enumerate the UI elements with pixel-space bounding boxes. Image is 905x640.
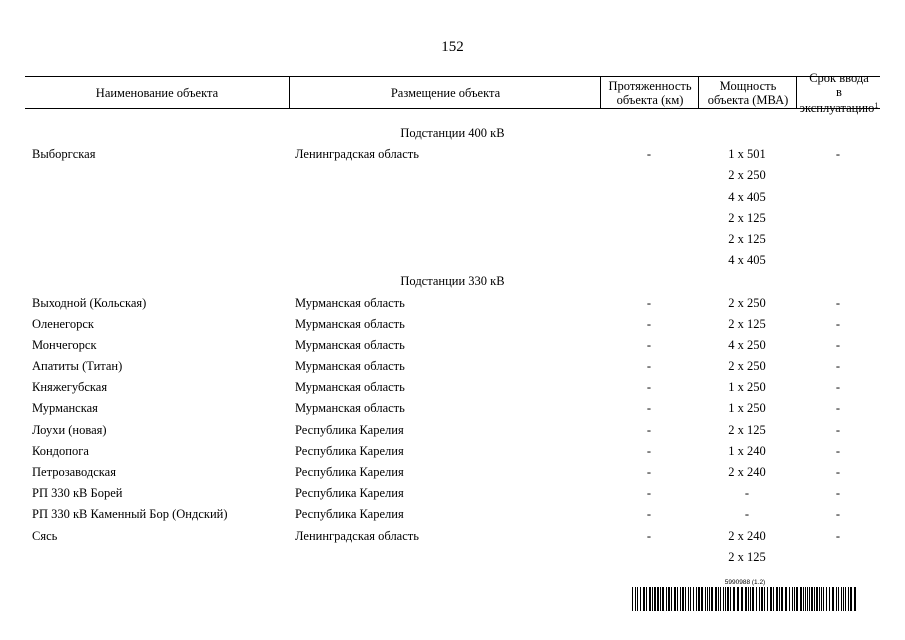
table-row [25,165,880,186]
cell-commissioning-term: - [835,316,841,331]
cell-object-name: Выборгская [32,147,96,162]
cell-object-location: Мурманская область [295,401,405,416]
cell-object-length: - [646,380,652,395]
cell-object-length: - [646,486,652,501]
header-power-line2: объекта (МВА) [707,92,789,107]
cell-commissioning-term: - [835,528,841,543]
header-length-line2: объекта (км) [616,92,684,107]
barcode [632,579,858,613]
header-term-footnote: 1 [874,100,879,110]
table-row [25,356,880,377]
cell-object-location: Республика Карелия [295,443,404,458]
cell-object-power: 2 x 125 [728,549,766,564]
cell-commissioning-term: - [835,337,841,352]
section-title: Подстанции 330 кВ [400,274,505,289]
cell-object-name: Апатиты (Титан) [32,359,123,374]
cell-object-power: 2 x 240 [728,465,766,479]
cell-object-length: - [646,422,652,437]
table-row [25,229,880,250]
cell-object-power: 2 x 125 [728,422,766,437]
cell-object-name: Мурманская [32,401,98,416]
cell-object-power: 1 x 250 [728,401,766,416]
barcode-bars [632,587,858,611]
cell-object-name: РП 330 кВ Каменный Бор (Ондский) [32,507,228,522]
header-object-power [698,77,797,108]
header-object-location [289,77,601,108]
table-row [25,420,880,441]
header-term-line1: Срок ввода [809,70,869,85]
header-object-name-label: Наименование объекта [95,85,219,100]
cell-object-location: Республика Карелия [295,465,404,479]
cell-object-length: - [646,337,652,352]
cell-object-location: Мурманская область [295,316,405,331]
header-object-length [600,77,699,108]
cell-object-length: - [646,147,652,162]
table-row [25,483,880,504]
header-power-line1: Мощность [719,78,777,93]
cell-object-power: 4 x 405 [728,253,766,268]
table-row [25,335,880,356]
cell-object-power: 2 x 250 [728,168,766,183]
cell-commissioning-term: - [835,443,841,458]
cell-object-length: - [646,401,652,416]
section-row [25,271,880,292]
cell-commissioning-term: - [835,507,841,522]
cell-object-power: - [744,507,750,522]
header-length-line1: Протяженность [608,78,692,93]
section-row [25,123,880,144]
header-term-line2: в эксплуатацию [799,84,875,115]
header-object-name [25,77,289,108]
cell-object-length: - [646,316,652,331]
cell-object-length: - [646,295,652,310]
cell-object-power: 2 x 250 [728,359,766,374]
cell-object-location: Республика Карелия [295,507,404,522]
cell-object-name: Лоухи (новая) [32,422,107,437]
cell-commissioning-term: - [835,422,841,437]
cell-object-name: Мончегорск [32,337,97,352]
cell-object-location: Ленинградская область [295,147,419,162]
cell-object-power: 2 x 250 [728,295,766,310]
substations-table [25,70,880,568]
cell-object-location: Мурманская область [295,380,405,395]
cell-object-power: 2 x 125 [728,231,766,246]
table-body [25,123,880,568]
table-header [25,70,880,115]
cell-object-power: 1 x 501 [728,147,766,162]
cell-commissioning-term: - [835,486,841,501]
cell-commissioning-term: - [835,401,841,416]
cell-object-name: Сясь [32,528,58,543]
cell-commissioning-term: - [835,465,841,479]
table-row [25,250,880,271]
cell-object-location: Мурманская область [295,337,405,352]
cell-object-location: Республика Карелия [295,486,404,501]
cell-object-location: Мурманская область [295,295,405,310]
cell-object-length: - [646,507,652,522]
cell-object-length: - [646,443,652,458]
table-row [25,547,880,568]
cell-object-power: 4 x 405 [728,189,766,204]
cell-object-name: РП 330 кВ Борей [32,486,123,501]
table-row [25,293,880,314]
table-row [25,144,880,165]
cell-object-location: Мурманская область [295,359,405,374]
cell-commissioning-term: - [835,147,841,162]
page-number: 152 [441,39,464,55]
cell-commissioning-term: - [835,380,841,395]
cell-object-power: 4 x 250 [728,337,766,352]
cell-object-power: 1 x 250 [728,380,766,395]
cell-object-power: 2 x 125 [728,316,766,331]
header-object-location-label: Размещение объекта [390,85,501,100]
table-row [25,377,880,398]
table-row [25,441,880,462]
cell-object-length: - [646,359,652,374]
cell-object-name: Княжегубская [32,380,108,395]
cell-object-location: Республика Карелия [295,422,404,437]
cell-commissioning-term: - [835,359,841,374]
table-row [25,314,880,335]
table-row [25,526,880,547]
cell-commissioning-term: - [835,295,841,310]
table-row [25,208,880,229]
table-row [25,187,880,208]
cell-object-power: 1 x 240 [728,443,766,458]
barcode-number: 5990988 (1.2) [724,579,766,586]
cell-object-length: - [646,528,652,543]
cell-object-power: 2 x 125 [728,210,766,225]
table-row [25,504,880,525]
header-commissioning-term [796,70,881,115]
cell-object-name: Кондопога [32,443,89,458]
cell-object-name: Петрозаводская [32,465,116,479]
section-title: Подстанции 400 кВ [400,126,505,140]
cell-object-name: Оленегорск [32,316,94,331]
cell-object-name: Выходной (Кольская) [32,295,147,310]
table-row [25,398,880,419]
cell-object-power: - [744,486,750,501]
cell-object-location: Ленинградская область [295,528,419,543]
cell-object-power: 2 x 240 [728,528,766,543]
table-row [25,462,880,483]
cell-object-length: - [646,465,652,479]
